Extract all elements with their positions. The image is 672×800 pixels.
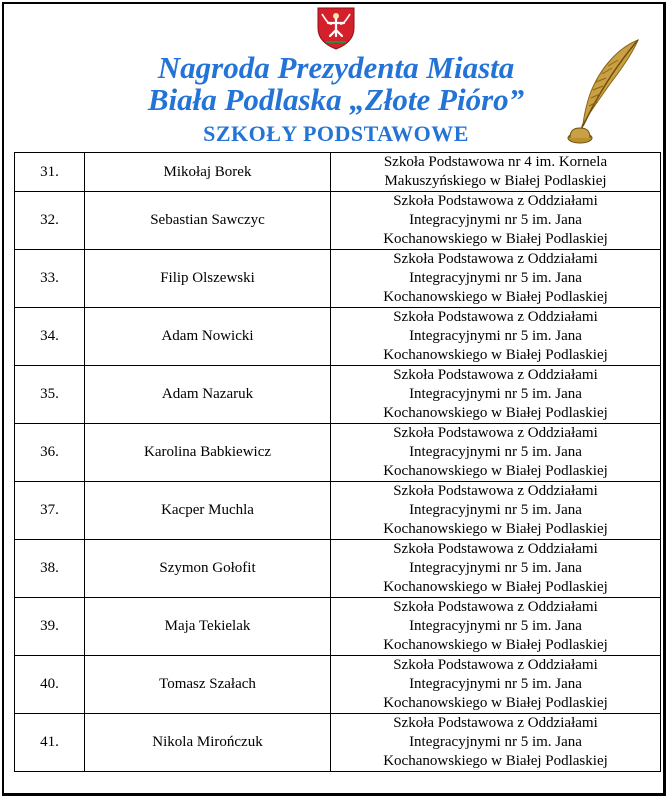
row-number: 38. xyxy=(15,540,85,598)
laureate-name: Adam Nowicki xyxy=(85,308,331,366)
table-row xyxy=(15,424,661,482)
school-name-line: Integracyjnymi nr 5 im. Jana xyxy=(409,270,582,286)
school-name-line: Kochanowskiego w Białej Podlaskiej xyxy=(383,463,608,479)
school-name-line: Kochanowskiego w Białej Podlaskiej xyxy=(383,289,608,305)
school-name-line: Szkoła Podstawowa z Oddziałami xyxy=(393,715,598,731)
school-name-line: Kochanowskiego w Białej Podlaskiej xyxy=(383,405,608,421)
table-row xyxy=(15,656,661,714)
table-row xyxy=(15,482,661,540)
school-name xyxy=(331,598,661,656)
school-name xyxy=(331,192,661,250)
laureate-name: Tomasz Szałach xyxy=(85,656,331,714)
school-name-line: Szkoła Podstawowa z Oddziałami xyxy=(393,657,598,673)
laureate-name: Nikola Mirończuk xyxy=(85,714,331,772)
school-name-line: Szkoła Podstawowa z Oddziałami xyxy=(393,251,598,267)
school-name-line: Integracyjnymi nr 5 im. Jana xyxy=(409,618,582,634)
laureate-name: Maja Tekielak xyxy=(85,598,331,656)
school-name-line: Szkoła Podstawowa z Oddziałami xyxy=(393,425,598,441)
row-number: 41. xyxy=(15,714,85,772)
school-name-line: Szkoła Podstawowa z Oddziałami xyxy=(393,367,598,383)
school-name xyxy=(331,424,661,482)
row-number: 35. xyxy=(15,366,85,424)
row-number: 34. xyxy=(15,308,85,366)
school-name-line: Szkoła Podstawowa z Oddziałami xyxy=(393,193,598,209)
school-name xyxy=(331,153,661,192)
school-name-line: Integracyjnymi nr 5 im. Jana xyxy=(409,444,582,460)
table-row xyxy=(15,250,661,308)
school-name-line: Integracyjnymi nr 5 im. Jana xyxy=(409,502,582,518)
school-name-line: Szkoła Podstawowa z Oddziałami xyxy=(393,541,598,557)
school-name-line: Szkoła Podstawowa z Oddziałami xyxy=(393,483,598,499)
school-name-line: Kochanowskiego w Białej Podlaskiej xyxy=(383,231,608,247)
title-line-2: Biała Podlaska „Złote Pióro” xyxy=(147,82,525,117)
school-name-line: Integracyjnymi nr 5 im. Jana xyxy=(409,560,582,576)
laureate-name: Sebastian Sawczyc xyxy=(85,192,331,250)
school-name xyxy=(331,482,661,540)
school-name-line: Kochanowskiego w Białej Podlaskiej xyxy=(383,695,608,711)
school-name-line: Integracyjnymi nr 5 im. Jana xyxy=(409,386,582,402)
section-subtitle: SZKOŁY PODSTAWOWE xyxy=(203,121,469,146)
table-row xyxy=(15,366,661,424)
laureates-table-body xyxy=(15,153,661,772)
school-name-line: Kochanowskiego w Białej Podlaskiej xyxy=(383,579,608,595)
row-number: 31. xyxy=(15,153,85,192)
laureate-name: Filip Olszewski xyxy=(85,250,331,308)
school-name-line: Kochanowskiego w Białej Podlaskiej xyxy=(383,521,608,537)
laureate-name: Karolina Babkiewicz xyxy=(85,424,331,482)
row-number: 32. xyxy=(15,192,85,250)
school-name-line: Integracyjnymi nr 5 im. Jana xyxy=(409,212,582,228)
school-name-line: Kochanowskiego w Białej Podlaskiej xyxy=(383,347,608,363)
school-name-line: Szkoła Podstawowa z Oddziałami xyxy=(393,599,598,615)
school-name xyxy=(331,308,661,366)
table-row xyxy=(15,192,661,250)
table-row xyxy=(15,153,661,192)
school-name-line: Integracyjnymi nr 5 im. Jana xyxy=(409,676,582,692)
school-name-line: Integracyjnymi nr 5 im. Jana xyxy=(409,734,582,750)
city-coat-of-arms-icon xyxy=(316,6,356,50)
school-name-line: Integracyjnymi nr 5 im. Jana xyxy=(409,328,582,344)
row-number: 40. xyxy=(15,656,85,714)
laureate-name: Mikołaj Borek xyxy=(85,153,331,192)
row-number: 33. xyxy=(15,250,85,308)
laureate-name: Kacper Muchla xyxy=(85,482,331,540)
school-name-line: Kochanowskiego w Białej Podlaskiej xyxy=(383,637,608,653)
school-name-line: Makuszyńskiego w Białej Podlaskiej xyxy=(384,173,607,189)
laureates-table xyxy=(14,152,661,772)
row-number: 39. xyxy=(15,598,85,656)
table-row xyxy=(15,714,661,772)
table-row xyxy=(15,598,661,656)
row-number: 37. xyxy=(15,482,85,540)
school-name-line: Szkoła Podstawowa z Oddziałami xyxy=(393,309,598,325)
school-name-line: Szkoła Podstawowa nr 4 im. Kornela xyxy=(383,154,608,170)
school-name xyxy=(331,656,661,714)
table-row xyxy=(15,540,661,598)
laureate-name: Adam Nazaruk xyxy=(85,366,331,424)
school-name xyxy=(331,714,661,772)
school-name-line: Kochanowskiego w Białej Podlaskiej xyxy=(383,753,608,769)
table-row xyxy=(15,308,661,366)
school-name xyxy=(331,366,661,424)
row-number: 36. xyxy=(15,424,85,482)
school-name xyxy=(331,540,661,598)
laureate-name: Szymon Gołofit xyxy=(85,540,331,598)
title-line-1: Nagroda Prezydenta Miasta xyxy=(157,50,515,85)
school-name xyxy=(331,250,661,308)
